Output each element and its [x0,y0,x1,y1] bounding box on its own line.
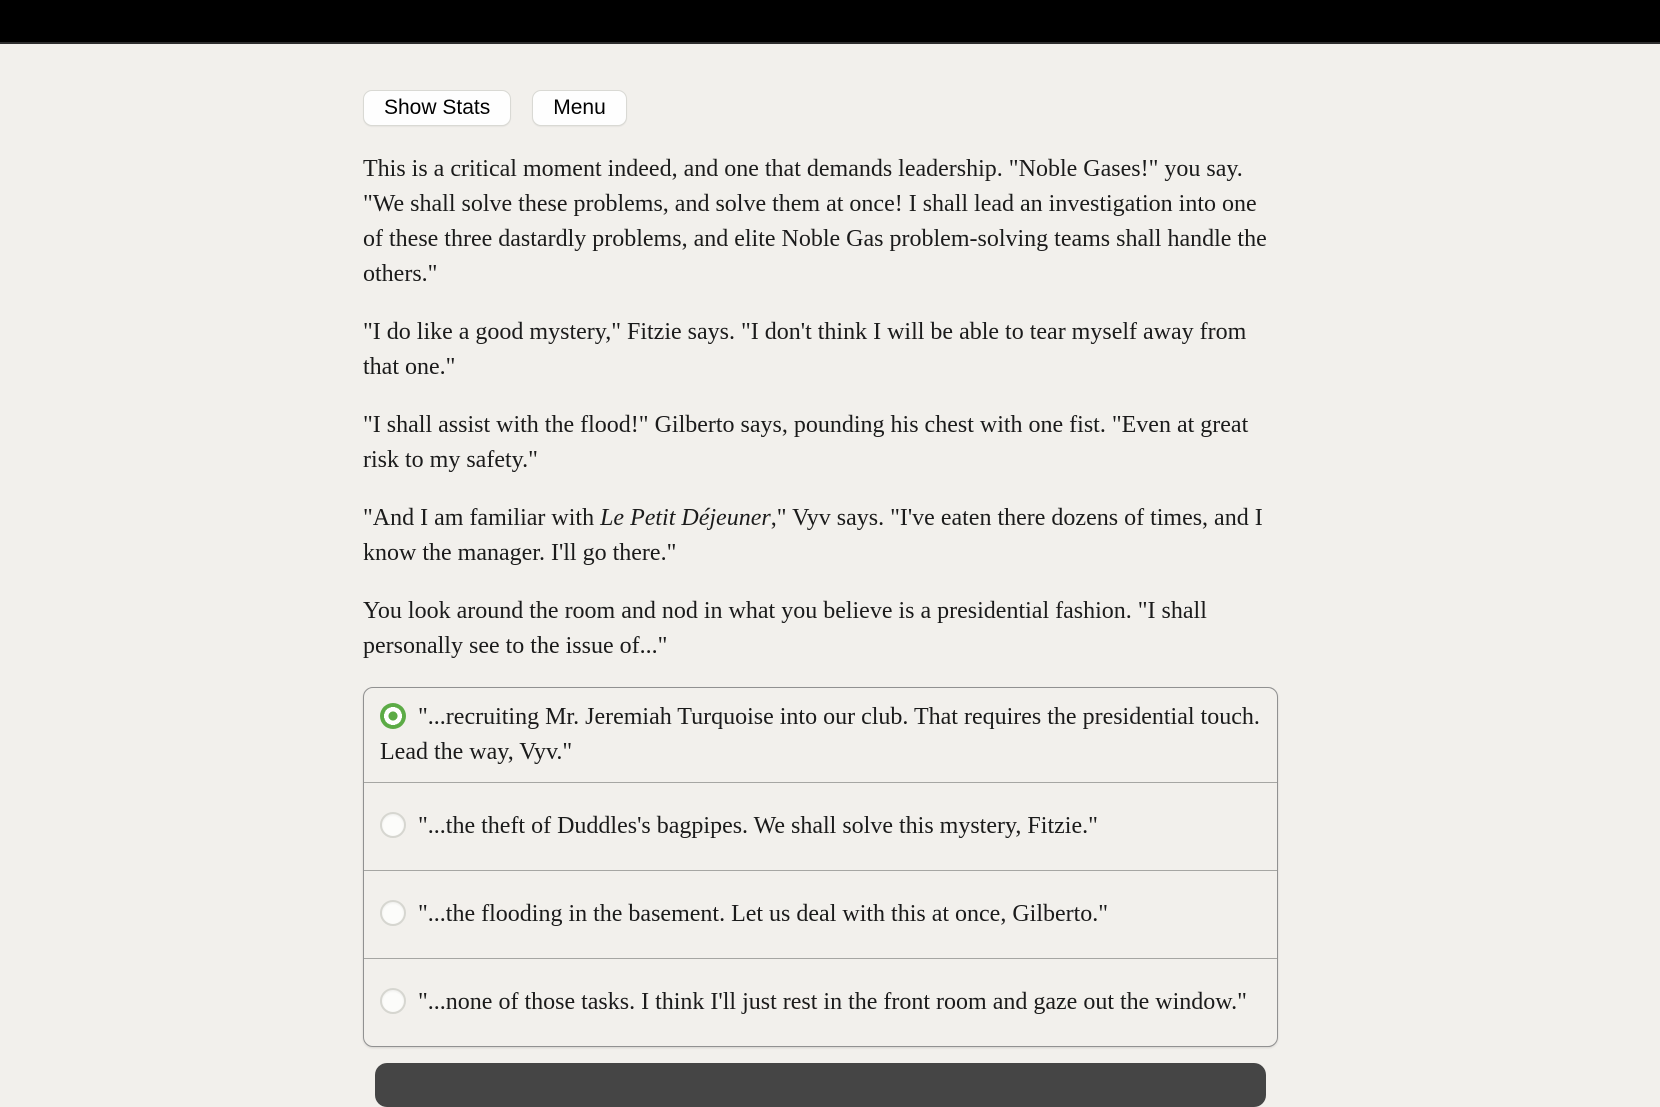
choice-list [363,687,1278,1047]
show-stats-button[interactable]: Show Stats [363,90,511,126]
page-content [363,90,1278,1107]
choice-text: "...the flooding in the basement. Let us deal with this at once, Gilberto." [418,901,1109,927]
story-paragraph: "And I am familiar with Le Petit Déjeuner," Vyv says. "I've eaten there dozens of times, and I know the manager. I'll go there." [363,505,1263,566]
choice-label [380,885,1108,944]
choice-option[interactable] [364,958,1277,1046]
top-bar [0,0,1660,44]
story-paragraph: This is a critical moment indeed, and one that demands leadership. "Noble Gases!" you say. "We shall solve these problems, and solve them at once! I shall lead an investigation into one of these three dastardly problems, and elite Noble Gas problem-solving teams shall handle the others." [363,156,1267,287]
choice-label [380,688,1261,782]
menu-button[interactable]: Menu [532,90,627,126]
choice-text: "...none of those tasks. I think I'll just rest in the front room and gaze out the window." [418,989,1247,1015]
story-paragraph: "I do like a good mystery," Fitzie says. "I don't think I will be able to tear myself away from that one." [363,319,1247,380]
toolbar [363,90,1278,126]
choice-option[interactable] [364,688,1277,782]
story [363,152,1278,664]
choice-label [380,797,1098,856]
choice-text: "...recruiting Mr. Jeremiah Turquoise into our club. That requires the presidential touch. Lead the way, Vyv." [380,704,1260,765]
choice-label [380,973,1247,1032]
next-button[interactable] [375,1063,1266,1107]
radio-selected-icon[interactable] [380,703,406,729]
choice-option[interactable] [364,870,1277,958]
radio-unselected-icon[interactable] [380,900,406,926]
story-paragraph: You look around the room and nod in what you believe is a presidential fashion. "I shall personally see to the issue of..." [363,598,1207,659]
radio-unselected-icon[interactable] [380,812,406,838]
choice-option[interactable] [364,782,1277,870]
story-paragraph: "I shall assist with the flood!" Gilberto says, pounding his chest with one fist. "Even at great risk to my safety." [363,412,1249,473]
choice-text: "...the theft of Duddles's bagpipes. We shall solve this mystery, Fitzie." [418,813,1098,839]
radio-unselected-icon[interactable] [380,988,406,1014]
